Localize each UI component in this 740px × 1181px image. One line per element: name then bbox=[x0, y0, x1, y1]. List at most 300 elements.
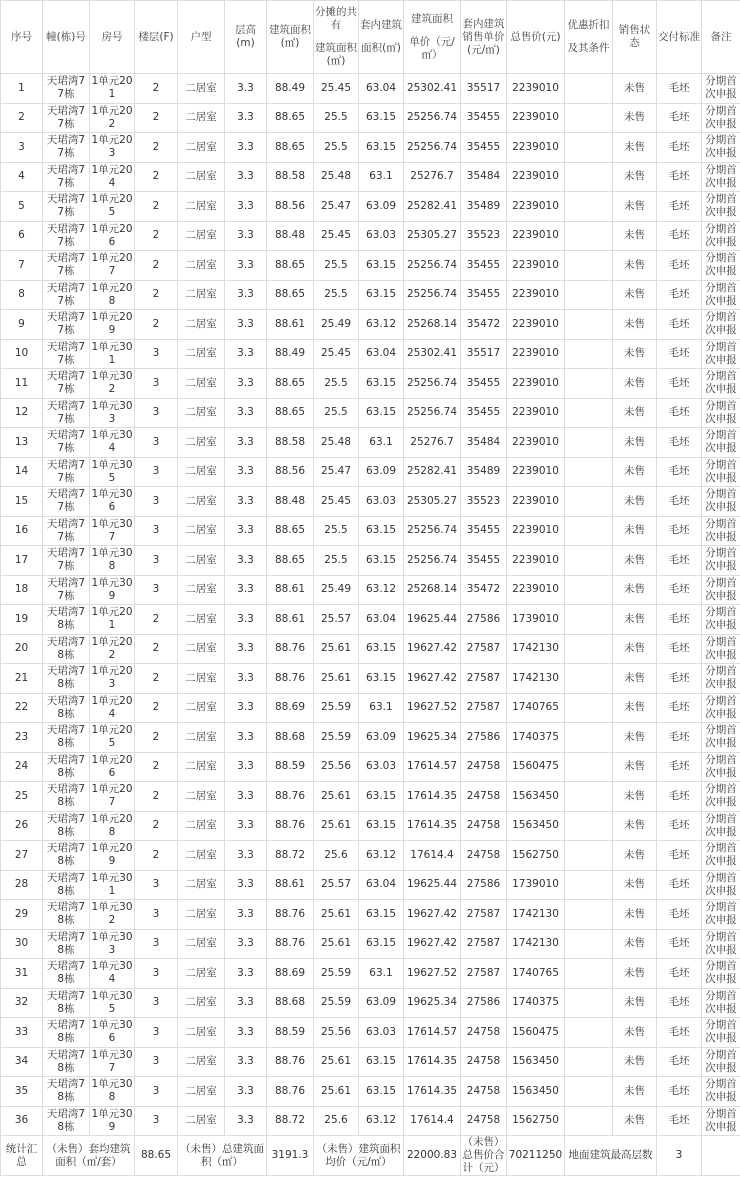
cell-remark: 分期首次申报 bbox=[702, 487, 740, 517]
cell-inner-price: 24758 bbox=[461, 1077, 507, 1107]
cell-building: 天珺湾78栋 bbox=[43, 1077, 90, 1107]
cell-inner-area: 63.15 bbox=[359, 900, 404, 930]
cell-delivery: 毛坯 bbox=[657, 1077, 702, 1107]
cell-room: 1单元206 bbox=[90, 221, 135, 251]
cell-floor: 2 bbox=[135, 841, 178, 871]
cell-total-price: 2239010 bbox=[507, 310, 565, 340]
cell-floor: 3 bbox=[135, 1106, 178, 1136]
cell-discount bbox=[565, 634, 613, 664]
cell-room: 1单元209 bbox=[90, 841, 135, 871]
cell-shared-area: 25.5 bbox=[314, 280, 359, 310]
cell-inner-area: 63.1 bbox=[359, 693, 404, 723]
cell-discount bbox=[565, 398, 613, 428]
cell-room: 1单元204 bbox=[90, 162, 135, 192]
cell-unit-price: 19625.34 bbox=[404, 723, 461, 753]
cell-status: 未售 bbox=[613, 575, 657, 605]
cell-status: 未售 bbox=[613, 133, 657, 163]
cell-layout: 二居室 bbox=[178, 959, 225, 989]
cell-building: 天珺湾77栋 bbox=[43, 192, 90, 222]
table-row bbox=[1, 959, 740, 989]
cell-height: 3.3 bbox=[225, 605, 267, 635]
cell-floor: 2 bbox=[135, 605, 178, 635]
cell-status: 未售 bbox=[613, 251, 657, 281]
cell-shared-area: 25.6 bbox=[314, 1106, 359, 1136]
cell-inner-price: 27586 bbox=[461, 988, 507, 1018]
header-building: 幢(栋)号 bbox=[43, 1, 90, 74]
table-row bbox=[1, 398, 740, 428]
cell-seq: 32 bbox=[1, 988, 43, 1018]
cell-area: 88.48 bbox=[267, 221, 314, 251]
cell-seq: 29 bbox=[1, 900, 43, 930]
table-row bbox=[1, 575, 740, 605]
cell-floor: 3 bbox=[135, 457, 178, 487]
cell-total-price: 2239010 bbox=[507, 369, 565, 399]
cell-discount bbox=[565, 959, 613, 989]
cell-remark: 分期首次申报 bbox=[702, 251, 740, 281]
cell-delivery: 毛坯 bbox=[657, 900, 702, 930]
table-row bbox=[1, 280, 740, 310]
cell-room: 1单元208 bbox=[90, 811, 135, 841]
cell-building: 天珺湾78栋 bbox=[43, 929, 90, 959]
cell-room: 1单元208 bbox=[90, 280, 135, 310]
cell-area: 88.65 bbox=[267, 516, 314, 546]
table-row bbox=[1, 811, 740, 841]
summary-max-floor-value: 3 bbox=[657, 1136, 702, 1176]
cell-inner-price: 35489 bbox=[461, 457, 507, 487]
table-row bbox=[1, 605, 740, 635]
cell-inner-area: 63.15 bbox=[359, 103, 404, 133]
cell-building: 天珺湾77栋 bbox=[43, 280, 90, 310]
cell-total-price: 2239010 bbox=[507, 398, 565, 428]
cell-shared-area: 25.56 bbox=[314, 752, 359, 782]
cell-seq: 23 bbox=[1, 723, 43, 753]
cell-unit-price: 17614.4 bbox=[404, 1106, 461, 1136]
cell-floor: 3 bbox=[135, 369, 178, 399]
cell-layout: 二居室 bbox=[178, 280, 225, 310]
cell-unit-price: 19625.34 bbox=[404, 988, 461, 1018]
cell-seq: 34 bbox=[1, 1047, 43, 1077]
cell-building: 天珺湾78栋 bbox=[43, 959, 90, 989]
cell-total-price: 1562750 bbox=[507, 1106, 565, 1136]
cell-delivery: 毛坯 bbox=[657, 516, 702, 546]
cell-inner-area: 63.15 bbox=[359, 1077, 404, 1107]
cell-status: 未售 bbox=[613, 988, 657, 1018]
cell-status: 未售 bbox=[613, 723, 657, 753]
table-row bbox=[1, 841, 740, 871]
header-inner-area bbox=[359, 1, 404, 74]
cell-inner-area: 63.15 bbox=[359, 280, 404, 310]
cell-layout: 二居室 bbox=[178, 605, 225, 635]
cell-status: 未售 bbox=[613, 634, 657, 664]
cell-inner-area: 63.03 bbox=[359, 221, 404, 251]
cell-delivery: 毛坯 bbox=[657, 1047, 702, 1077]
cell-room: 1单元305 bbox=[90, 457, 135, 487]
cell-inner-area: 63.04 bbox=[359, 339, 404, 369]
cell-unit-price: 19627.52 bbox=[404, 959, 461, 989]
cell-status: 未售 bbox=[613, 1077, 657, 1107]
cell-area: 88.65 bbox=[267, 280, 314, 310]
cell-inner-area: 63.15 bbox=[359, 251, 404, 281]
cell-delivery: 毛坯 bbox=[657, 988, 702, 1018]
cell-shared-area: 25.48 bbox=[314, 428, 359, 458]
cell-discount bbox=[565, 221, 613, 251]
header-discount-bottom: 及其条件 bbox=[567, 42, 610, 54]
cell-inner-area: 63.1 bbox=[359, 428, 404, 458]
cell-unit-price: 25256.74 bbox=[404, 516, 461, 546]
cell-remark: 分期首次申报 bbox=[702, 575, 740, 605]
cell-layout: 二居室 bbox=[178, 457, 225, 487]
cell-inner-area: 63.15 bbox=[359, 929, 404, 959]
cell-layout: 二居室 bbox=[178, 162, 225, 192]
header-room: 房号 bbox=[90, 1, 135, 74]
cell-height: 3.3 bbox=[225, 74, 267, 104]
cell-total-price: 2239010 bbox=[507, 251, 565, 281]
cell-shared-area: 25.47 bbox=[314, 192, 359, 222]
cell-remark: 分期首次申报 bbox=[702, 1106, 740, 1136]
cell-discount bbox=[565, 133, 613, 163]
table-row bbox=[1, 192, 740, 222]
cell-discount bbox=[565, 1106, 613, 1136]
cell-layout: 二居室 bbox=[178, 339, 225, 369]
cell-discount bbox=[565, 664, 613, 694]
cell-status: 未售 bbox=[613, 516, 657, 546]
cell-building: 天珺湾77栋 bbox=[43, 339, 90, 369]
cell-remark: 分期首次申报 bbox=[702, 723, 740, 753]
cell-layout: 二居室 bbox=[178, 575, 225, 605]
cell-building: 天珺湾77栋 bbox=[43, 575, 90, 605]
cell-floor: 3 bbox=[135, 339, 178, 369]
cell-building: 天珺湾78栋 bbox=[43, 782, 90, 812]
cell-delivery: 毛坯 bbox=[657, 369, 702, 399]
cell-unit-price: 17614.35 bbox=[404, 1077, 461, 1107]
cell-room: 1单元306 bbox=[90, 1018, 135, 1048]
cell-floor: 3 bbox=[135, 487, 178, 517]
cell-room: 1单元301 bbox=[90, 339, 135, 369]
cell-floor: 3 bbox=[135, 1047, 178, 1077]
cell-shared-area: 25.61 bbox=[314, 900, 359, 930]
cell-discount bbox=[565, 546, 613, 576]
header-delivery: 交付标准 bbox=[657, 1, 702, 74]
table-row bbox=[1, 1077, 740, 1107]
cell-status: 未售 bbox=[613, 192, 657, 222]
cell-discount bbox=[565, 723, 613, 753]
cell-delivery: 毛坯 bbox=[657, 221, 702, 251]
cell-height: 3.3 bbox=[225, 870, 267, 900]
cell-area: 88.76 bbox=[267, 664, 314, 694]
summary-row-group bbox=[1, 1136, 740, 1176]
cell-remark: 分期首次申报 bbox=[702, 546, 740, 576]
cell-seq: 8 bbox=[1, 280, 43, 310]
cell-shared-area: 25.5 bbox=[314, 516, 359, 546]
table-row bbox=[1, 339, 740, 369]
cell-shared-area: 25.6 bbox=[314, 841, 359, 871]
cell-total-price: 2239010 bbox=[507, 516, 565, 546]
cell-area: 88.61 bbox=[267, 575, 314, 605]
cell-floor: 2 bbox=[135, 811, 178, 841]
header-inner-price: 套内建筑销售单价(元/㎡) bbox=[461, 1, 507, 74]
cell-unit-price: 25256.74 bbox=[404, 398, 461, 428]
cell-room: 1单元309 bbox=[90, 1106, 135, 1136]
cell-discount bbox=[565, 929, 613, 959]
cell-layout: 二居室 bbox=[178, 693, 225, 723]
cell-height: 3.3 bbox=[225, 900, 267, 930]
table-row bbox=[1, 251, 740, 281]
cell-status: 未售 bbox=[613, 221, 657, 251]
cell-room: 1单元302 bbox=[90, 900, 135, 930]
cell-inner-price: 24758 bbox=[461, 1047, 507, 1077]
cell-inner-area: 63.15 bbox=[359, 811, 404, 841]
cell-room: 1单元307 bbox=[90, 516, 135, 546]
cell-inner-area: 63.09 bbox=[359, 723, 404, 753]
cell-room: 1单元302 bbox=[90, 369, 135, 399]
cell-status: 未售 bbox=[613, 339, 657, 369]
cell-floor: 2 bbox=[135, 251, 178, 281]
cell-area: 88.58 bbox=[267, 428, 314, 458]
cell-discount bbox=[565, 310, 613, 340]
cell-inner-price: 35472 bbox=[461, 575, 507, 605]
cell-remark: 分期首次申报 bbox=[702, 811, 740, 841]
cell-floor: 3 bbox=[135, 929, 178, 959]
table-row bbox=[1, 133, 740, 163]
cell-remark: 分期首次申报 bbox=[702, 221, 740, 251]
cell-building: 天珺湾77栋 bbox=[43, 251, 90, 281]
cell-inner-price: 35455 bbox=[461, 103, 507, 133]
table-header bbox=[1, 1, 740, 74]
cell-delivery: 毛坯 bbox=[657, 693, 702, 723]
cell-total-price: 2239010 bbox=[507, 280, 565, 310]
cell-building: 天珺湾78栋 bbox=[43, 988, 90, 1018]
cell-delivery: 毛坯 bbox=[657, 428, 702, 458]
cell-delivery: 毛坯 bbox=[657, 959, 702, 989]
cell-shared-area: 25.5 bbox=[314, 369, 359, 399]
cell-inner-price: 35472 bbox=[461, 310, 507, 340]
cell-unit-price: 25256.74 bbox=[404, 251, 461, 281]
cell-room: 1单元309 bbox=[90, 575, 135, 605]
cell-delivery: 毛坯 bbox=[657, 339, 702, 369]
cell-delivery: 毛坯 bbox=[657, 251, 702, 281]
summary-avg-area-value: 88.65 bbox=[135, 1136, 178, 1176]
cell-floor: 2 bbox=[135, 103, 178, 133]
cell-inner-price: 35455 bbox=[461, 280, 507, 310]
cell-height: 3.3 bbox=[225, 310, 267, 340]
cell-seq: 20 bbox=[1, 634, 43, 664]
cell-room: 1单元308 bbox=[90, 546, 135, 576]
summary-avg-price-value: 22000.83 bbox=[404, 1136, 461, 1176]
cell-total-price: 1740765 bbox=[507, 959, 565, 989]
cell-inner-price: 35455 bbox=[461, 398, 507, 428]
cell-height: 3.3 bbox=[225, 1018, 267, 1048]
table-row bbox=[1, 634, 740, 664]
cell-room: 1单元307 bbox=[90, 1047, 135, 1077]
header-shared-area-bottom: 建筑面积(㎡) bbox=[315, 42, 357, 67]
header-inner-area-bottom: 面积(㎡) bbox=[361, 42, 401, 54]
cell-inner-price: 35489 bbox=[461, 192, 507, 222]
cell-inner-price: 27586 bbox=[461, 723, 507, 753]
header-shared-area-top: 分摊的共有 bbox=[315, 6, 357, 31]
cell-inner-area: 63.12 bbox=[359, 575, 404, 605]
table-row bbox=[1, 516, 740, 546]
cell-building: 天珺湾78栋 bbox=[43, 693, 90, 723]
header-unit-price-top: 建筑面积 bbox=[411, 12, 453, 25]
cell-unit-price: 25268.14 bbox=[404, 310, 461, 340]
cell-discount bbox=[565, 428, 613, 458]
cell-unit-price: 25305.27 bbox=[404, 487, 461, 517]
cell-remark: 分期首次申报 bbox=[702, 192, 740, 222]
cell-remark: 分期首次申报 bbox=[702, 133, 740, 163]
cell-height: 3.3 bbox=[225, 988, 267, 1018]
cell-room: 1单元304 bbox=[90, 428, 135, 458]
cell-building: 天珺湾78栋 bbox=[43, 841, 90, 871]
cell-delivery: 毛坯 bbox=[657, 811, 702, 841]
cell-status: 未售 bbox=[613, 841, 657, 871]
cell-inner-area: 63.1 bbox=[359, 959, 404, 989]
cell-inner-price: 24758 bbox=[461, 841, 507, 871]
cell-remark: 分期首次申报 bbox=[702, 162, 740, 192]
cell-inner-area: 63.15 bbox=[359, 369, 404, 399]
cell-inner-price: 24758 bbox=[461, 752, 507, 782]
cell-room: 1单元209 bbox=[90, 310, 135, 340]
cell-unit-price: 25256.74 bbox=[404, 546, 461, 576]
header-total-price: 总售价(元) bbox=[507, 1, 565, 74]
cell-shared-area: 25.5 bbox=[314, 103, 359, 133]
cell-shared-area: 25.59 bbox=[314, 723, 359, 753]
cell-seq: 13 bbox=[1, 428, 43, 458]
cell-seq: 12 bbox=[1, 398, 43, 428]
cell-inner-price: 27586 bbox=[461, 870, 507, 900]
cell-floor: 2 bbox=[135, 693, 178, 723]
cell-height: 3.3 bbox=[225, 339, 267, 369]
cell-floor: 3 bbox=[135, 900, 178, 930]
cell-discount bbox=[565, 988, 613, 1018]
cell-seq: 6 bbox=[1, 221, 43, 251]
cell-height: 3.3 bbox=[225, 723, 267, 753]
cell-status: 未售 bbox=[613, 162, 657, 192]
cell-layout: 二居室 bbox=[178, 870, 225, 900]
cell-height: 3.3 bbox=[225, 103, 267, 133]
cell-height: 3.3 bbox=[225, 575, 267, 605]
cell-inner-area: 63.12 bbox=[359, 1106, 404, 1136]
cell-total-price: 2239010 bbox=[507, 339, 565, 369]
cell-area: 88.59 bbox=[267, 1018, 314, 1048]
table-row bbox=[1, 870, 740, 900]
cell-total-price: 1742130 bbox=[507, 664, 565, 694]
cell-delivery: 毛坯 bbox=[657, 280, 702, 310]
cell-inner-price: 24758 bbox=[461, 811, 507, 841]
cell-delivery: 毛坯 bbox=[657, 575, 702, 605]
cell-seq: 22 bbox=[1, 693, 43, 723]
cell-discount bbox=[565, 693, 613, 723]
cell-building: 天珺湾78栋 bbox=[43, 870, 90, 900]
cell-layout: 二居室 bbox=[178, 752, 225, 782]
cell-inner-area: 63.04 bbox=[359, 870, 404, 900]
cell-delivery: 毛坯 bbox=[657, 457, 702, 487]
cell-inner-price: 27587 bbox=[461, 634, 507, 664]
cell-inner-price: 27587 bbox=[461, 693, 507, 723]
cell-status: 未售 bbox=[613, 752, 657, 782]
cell-shared-area: 25.61 bbox=[314, 782, 359, 812]
cell-area: 88.59 bbox=[267, 752, 314, 782]
cell-inner-price: 27587 bbox=[461, 900, 507, 930]
cell-total-price: 2239010 bbox=[507, 487, 565, 517]
cell-shared-area: 25.49 bbox=[314, 575, 359, 605]
cell-layout: 二居室 bbox=[178, 664, 225, 694]
cell-building: 天珺湾77栋 bbox=[43, 546, 90, 576]
cell-unit-price: 25256.74 bbox=[404, 133, 461, 163]
cell-delivery: 毛坯 bbox=[657, 723, 702, 753]
cell-floor: 2 bbox=[135, 723, 178, 753]
cell-area: 88.72 bbox=[267, 841, 314, 871]
cell-floor: 3 bbox=[135, 959, 178, 989]
cell-shared-area: 25.61 bbox=[314, 811, 359, 841]
cell-seq: 10 bbox=[1, 339, 43, 369]
cell-room: 1单元201 bbox=[90, 74, 135, 104]
cell-remark: 分期首次申报 bbox=[702, 369, 740, 399]
cell-delivery: 毛坯 bbox=[657, 487, 702, 517]
table-row bbox=[1, 1047, 740, 1077]
cell-seq: 1 bbox=[1, 74, 43, 104]
cell-height: 3.3 bbox=[225, 959, 267, 989]
cell-inner-price: 35455 bbox=[461, 516, 507, 546]
cell-area: 88.76 bbox=[267, 634, 314, 664]
cell-layout: 二居室 bbox=[178, 900, 225, 930]
cell-delivery: 毛坯 bbox=[657, 841, 702, 871]
cell-room: 1单元207 bbox=[90, 251, 135, 281]
header-discount bbox=[565, 1, 613, 74]
cell-remark: 分期首次申报 bbox=[702, 457, 740, 487]
cell-status: 未售 bbox=[613, 546, 657, 576]
cell-layout: 二居室 bbox=[178, 487, 225, 517]
cell-remark: 分期首次申报 bbox=[702, 1018, 740, 1048]
cell-building: 天珺湾77栋 bbox=[43, 369, 90, 399]
cell-shared-area: 25.61 bbox=[314, 929, 359, 959]
cell-height: 3.3 bbox=[225, 487, 267, 517]
cell-height: 3.3 bbox=[225, 280, 267, 310]
cell-unit-price: 19627.52 bbox=[404, 693, 461, 723]
cell-total-price: 1739010 bbox=[507, 870, 565, 900]
cell-total-price: 1739010 bbox=[507, 605, 565, 635]
cell-remark: 分期首次申报 bbox=[702, 693, 740, 723]
cell-inner-price: 27587 bbox=[461, 929, 507, 959]
cell-remark: 分期首次申报 bbox=[702, 634, 740, 664]
cell-area: 88.56 bbox=[267, 192, 314, 222]
cell-layout: 二居室 bbox=[178, 398, 225, 428]
cell-room: 1单元202 bbox=[90, 634, 135, 664]
cell-unit-price: 25305.27 bbox=[404, 221, 461, 251]
cell-status: 未售 bbox=[613, 369, 657, 399]
cell-layout: 二居室 bbox=[178, 74, 225, 104]
cell-building: 天珺湾78栋 bbox=[43, 752, 90, 782]
cell-floor: 2 bbox=[135, 310, 178, 340]
cell-floor: 3 bbox=[135, 398, 178, 428]
cell-inner-area: 63.12 bbox=[359, 841, 404, 871]
summary-total-area-value: 3191.3 bbox=[267, 1136, 314, 1176]
cell-status: 未售 bbox=[613, 870, 657, 900]
cell-seq: 17 bbox=[1, 546, 43, 576]
cell-total-price: 2239010 bbox=[507, 162, 565, 192]
cell-inner-price: 27587 bbox=[461, 959, 507, 989]
cell-height: 3.3 bbox=[225, 192, 267, 222]
cell-seq: 2 bbox=[1, 103, 43, 133]
cell-total-price: 1563450 bbox=[507, 782, 565, 812]
cell-inner-price: 35523 bbox=[461, 221, 507, 251]
cell-unit-price: 17614.4 bbox=[404, 841, 461, 871]
summary-total-price-value: 70211250 bbox=[507, 1136, 565, 1176]
cell-area: 88.69 bbox=[267, 959, 314, 989]
cell-remark: 分期首次申报 bbox=[702, 900, 740, 930]
cell-building: 天珺湾77栋 bbox=[43, 310, 90, 340]
table-body bbox=[1, 74, 740, 1136]
cell-room: 1单元202 bbox=[90, 103, 135, 133]
